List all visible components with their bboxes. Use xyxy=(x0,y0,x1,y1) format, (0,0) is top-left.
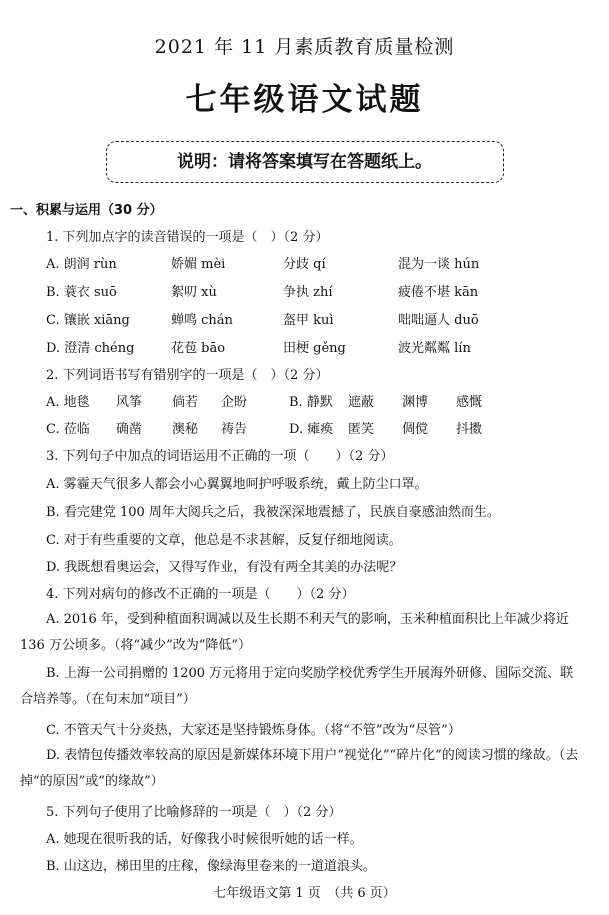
option-cell: 混为一谈 hún xyxy=(398,257,480,272)
word: 确凿 xyxy=(116,422,143,437)
option-cell: 分歧 qí xyxy=(283,257,326,272)
question-5-option-b: B. 山这边，梯田里的庄稼，像绿海里卷来的一道道浪头。 xyxy=(46,859,376,874)
word: 倘若 xyxy=(172,395,199,410)
question-3-option-a: A. 雾霾天气很多人都会小心翼翼地呵护呼吸系统，戴上防尘口罩。 xyxy=(46,477,428,492)
word: C. 莅临 xyxy=(46,422,90,437)
word: 感慨 xyxy=(456,395,483,410)
word: 澳秘 xyxy=(172,422,199,437)
option-cell: 娇媚 mèi xyxy=(171,257,226,272)
question-2-stem: 2. 下列词语书写有错别字的一项是（ ）（2 分） xyxy=(46,368,329,383)
option-cell: 盔甲 kuì xyxy=(283,313,334,328)
option-cell: 争执 zhí xyxy=(283,285,333,300)
question-2-options-ab xyxy=(46,393,566,413)
question-5-option-a: A. 她现在很听我的话，好像我小时候很听她的话一样。 xyxy=(46,832,363,847)
question-1-option-b xyxy=(46,283,566,303)
question-1-option-a xyxy=(46,255,566,275)
question-4-option-a: A. 2016 年，受到种植面积调减以及生长期不利天气的影响，玉米种植面积比上年减少将近 136 万公顷多。（将“减少”改为“降低”） xyxy=(20,612,569,653)
question-1-option-c xyxy=(46,311,566,331)
option-cell: C. 镶嵌 xiāng xyxy=(46,313,130,328)
word: 渊博 xyxy=(402,395,429,410)
word: 抖擞 xyxy=(456,422,483,437)
option-cell: 蝉鸣 chán xyxy=(171,313,233,328)
word: 匿笑 xyxy=(348,422,375,437)
word: 祷告 xyxy=(221,422,248,437)
word: B. 静默 xyxy=(289,395,333,410)
option-cell: 疲倦不堪 kān xyxy=(398,285,479,300)
option-cell: 咄咄逼人 duō xyxy=(398,313,479,328)
word: 遮蔽 xyxy=(348,395,375,410)
option-cell: 波光粼粼 lín xyxy=(398,341,471,356)
question-5-stem: 5. 下列句子使用了比喻修辞的一项是（ ）（2 分） xyxy=(46,805,342,820)
exam-title: 七年级语文试题 xyxy=(185,82,424,118)
question-3-option-c: C. 对于有些重要的文章，他总是不求甚解，反复仔细地阅读。 xyxy=(46,533,402,548)
question-3-stem: 3. 下列句子中加点的词语运用不正确的一项（ ）（2 分） xyxy=(46,449,394,464)
option-cell: 絮叨 xù xyxy=(171,285,217,300)
option-cell: 花苞 bāo xyxy=(171,341,226,356)
question-1-option-d xyxy=(46,339,566,359)
question-4-option-d: D. 表情包传播效率较高的原因是新媒体环境下用户“视觉化”“碎片化”的阅读习惯的缘故。（去掉“的原因”或“的缘故”） xyxy=(20,748,579,789)
section-heading: 一、积累与运用（30 分） xyxy=(10,203,163,218)
instruction-note: 说明：请将答案填写在答题纸上。 xyxy=(177,152,432,172)
word: 企盼 xyxy=(221,395,248,410)
question-2-options-cd xyxy=(46,420,566,440)
question-4-option-c: C. 不管天气十分炎热，大家还是坚持锻炼身体。（将“不管”改为“尽管”） xyxy=(46,723,461,738)
word: 倜傥 xyxy=(402,422,429,437)
word: 风筝 xyxy=(116,395,143,410)
question-3-option-d: D. 我既想看奥运会，又得写作业，有没有两全其美的办法呢？ xyxy=(46,560,403,575)
word: D. 瘫痪 xyxy=(289,422,334,437)
option-cell: D. 澄清 chéng xyxy=(46,341,135,356)
option-cell: 田梗 gěng xyxy=(283,341,346,356)
question-4-option-b: B. 上海一公司捐赠的 1200 万元将用于定向奖励学校优秀学生开展海外研修、国际交流、联合培养等。（在句末加“项目”） xyxy=(20,666,574,707)
exam-header-title: 2021 年 11 月素质教育质量检测 xyxy=(154,36,455,58)
question-4-stem: 4. 下列对病句的修改不正确的一项是（ ）（2 分） xyxy=(46,587,355,602)
word: A. 地毯 xyxy=(46,395,90,410)
option-cell: A. 朗润 rùn xyxy=(46,257,117,272)
question-3-option-b: B. 看完建党 100 周年大阅兵之后，我被深深地震撼了，民族自豪感油然而生。 xyxy=(46,505,500,520)
question-1-stem: 1. 下列加点字的读音错误的一项是（ ）（2 分） xyxy=(46,230,329,245)
option-cell: B. 蓑衣 suō xyxy=(46,285,117,300)
page-footer: 七年级语文第 1 页 （共 6 页） xyxy=(213,886,396,901)
